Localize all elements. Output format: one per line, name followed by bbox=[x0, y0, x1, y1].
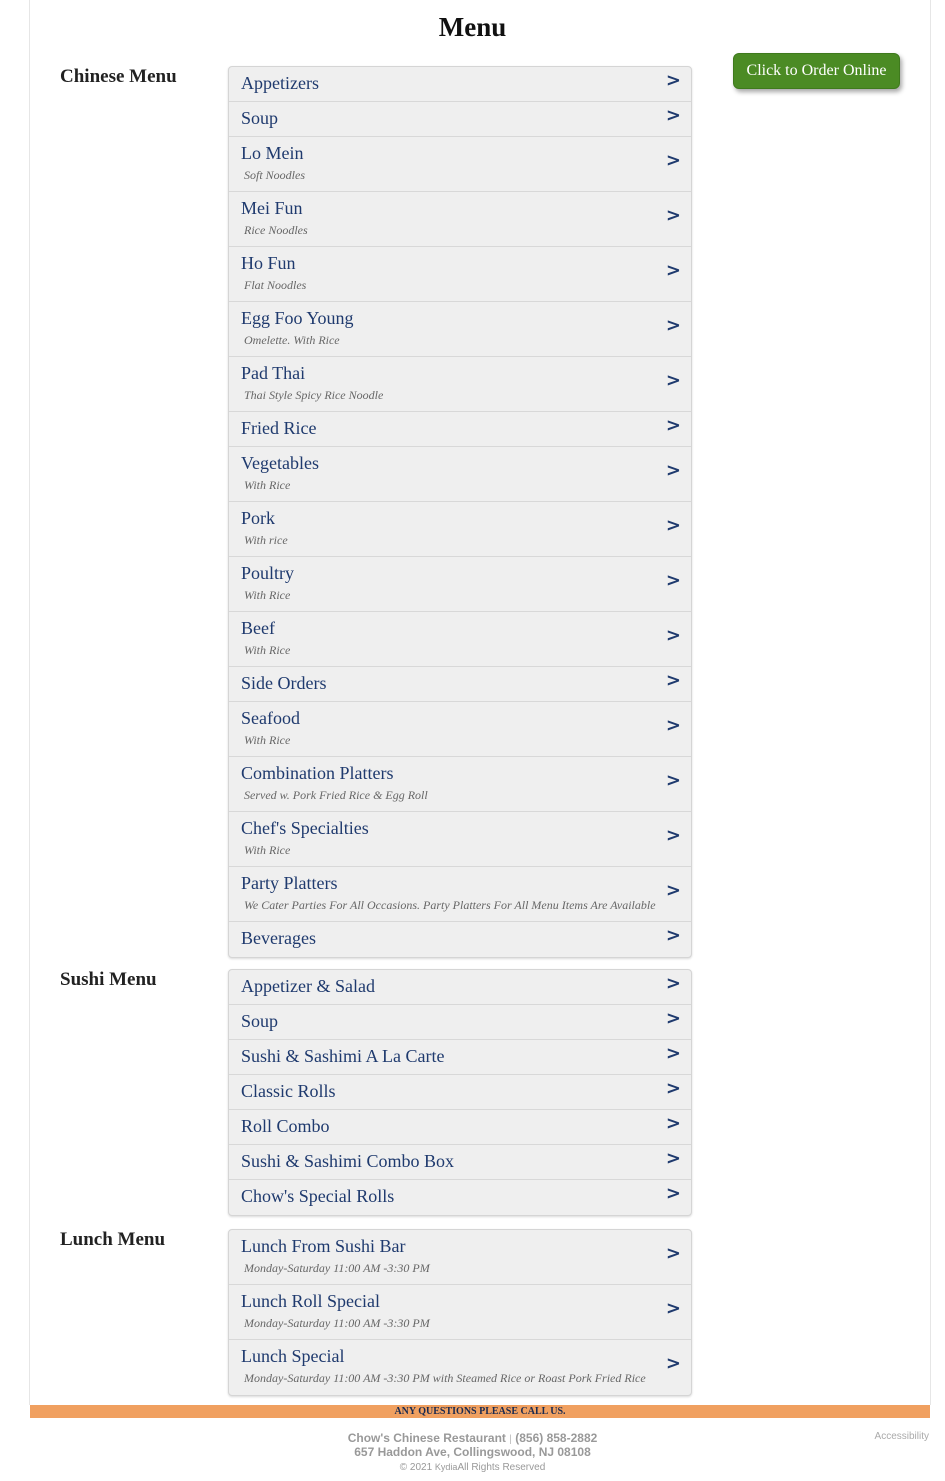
footer-copyright bbox=[0, 1462, 945, 1473]
menu-category-item[interactable] bbox=[229, 1145, 691, 1180]
menu-category-item[interactable] bbox=[229, 1285, 691, 1340]
menu-category-item[interactable] bbox=[229, 412, 691, 447]
chevron-right-icon: > bbox=[665, 1113, 681, 1134]
category-name: Pad Thai bbox=[241, 363, 306, 383]
menu-category-list bbox=[228, 969, 692, 1216]
category-name: Beef bbox=[241, 618, 275, 638]
menu-category-item[interactable] bbox=[229, 192, 691, 247]
menu-category-item[interactable] bbox=[229, 757, 691, 812]
copyright-text: © 2021 bbox=[399, 1462, 433, 1473]
menu-category-item[interactable] bbox=[229, 1340, 691, 1395]
chevron-right-icon: > bbox=[665, 1298, 681, 1319]
chevron-right-icon: > bbox=[665, 1148, 681, 1169]
category-description: Flat Noodles bbox=[244, 278, 307, 292]
menu-category-item[interactable] bbox=[229, 1075, 691, 1110]
category-name: Poultry bbox=[241, 563, 295, 583]
category-name: Beverages bbox=[241, 928, 316, 948]
category-description: Monday-Saturday 11:00 AM -3:30 PM with Steamed Rice or Roast Pork Fried Rice bbox=[244, 1371, 646, 1385]
category-description: Soft Noodles bbox=[244, 168, 306, 182]
category-description: Omelette. With Rice bbox=[244, 333, 340, 347]
chevron-right-icon: > bbox=[665, 1043, 681, 1064]
rights-text: All Rights Reserved bbox=[457, 1462, 546, 1473]
menu-category-item[interactable] bbox=[229, 67, 691, 102]
menu-category-item[interactable] bbox=[229, 922, 691, 957]
kydia-link[interactable]: Kydia bbox=[434, 1462, 458, 1472]
menu-category-item[interactable] bbox=[229, 357, 691, 412]
category-description: With Rice bbox=[244, 588, 291, 602]
menu-category-item[interactable] bbox=[229, 302, 691, 357]
chevron-right-icon: > bbox=[665, 260, 681, 281]
chevron-right-icon: > bbox=[665, 973, 681, 994]
chevron-right-icon: > bbox=[665, 105, 681, 126]
chevron-right-icon: > bbox=[665, 205, 681, 226]
footer-separator: | bbox=[509, 1434, 512, 1445]
menu-category-item[interactable] bbox=[229, 137, 691, 192]
chevron-right-icon: > bbox=[665, 770, 681, 791]
category-name: Lunch From Sushi Bar bbox=[241, 1236, 406, 1256]
questions-banner: ANY QUESTIONS PLEASE CALL US. bbox=[30, 1405, 930, 1418]
category-name: Party Platters bbox=[241, 873, 338, 893]
category-description: With rice bbox=[244, 533, 288, 547]
chevron-right-icon: > bbox=[665, 570, 681, 591]
menu-category-list bbox=[228, 66, 692, 958]
category-description: Monday-Saturday 11:00 AM -3:30 PM bbox=[244, 1316, 430, 1330]
category-name: Combination Platters bbox=[241, 763, 394, 783]
chevron-right-icon: > bbox=[665, 150, 681, 171]
menu-category-item[interactable] bbox=[229, 102, 691, 137]
category-name: Egg Foo Young bbox=[241, 308, 354, 328]
menu-category-item[interactable] bbox=[229, 247, 691, 302]
category-description: We Cater Parties For All Occasions. Party Platters For All Menu Items Are Available bbox=[244, 898, 656, 912]
category-name: Sushi & Sashimi Combo Box bbox=[241, 1151, 455, 1171]
category-description: Rice Noodles bbox=[244, 223, 308, 237]
menu-category-item[interactable] bbox=[229, 970, 691, 1005]
chevron-right-icon: > bbox=[665, 670, 681, 691]
footer-contact bbox=[0, 1431, 945, 1445]
menu-category-item[interactable] bbox=[229, 447, 691, 502]
chevron-right-icon: > bbox=[665, 925, 681, 946]
category-name: Lunch Special bbox=[241, 1346, 345, 1366]
chevron-right-icon: > bbox=[665, 1353, 681, 1374]
order-online-button[interactable]: Click to Order Online bbox=[733, 53, 900, 89]
menu-category-item[interactable] bbox=[229, 502, 691, 557]
menu-category-item[interactable] bbox=[229, 1180, 691, 1215]
menu-category-item[interactable] bbox=[229, 667, 691, 702]
category-name: Ho Fun bbox=[241, 253, 296, 273]
menu-category-list bbox=[228, 1229, 692, 1396]
chevron-right-icon: > bbox=[665, 70, 681, 91]
category-description: With Rice bbox=[244, 733, 291, 747]
footer-address: 657 Haddon Ave, Collingswood, NJ 08108 bbox=[354, 1445, 591, 1459]
section-title: Lunch Menu bbox=[60, 1229, 166, 1250]
chevron-right-icon: > bbox=[665, 415, 681, 436]
accessibility-link[interactable]: Accessibility bbox=[874, 1431, 929, 1442]
chevron-right-icon: > bbox=[665, 625, 681, 646]
page-title: Menu bbox=[438, 12, 507, 42]
chevron-right-icon: > bbox=[665, 715, 681, 736]
category-name: Lo Mein bbox=[241, 143, 304, 163]
menu-category-item[interactable] bbox=[229, 812, 691, 867]
menu-category-item[interactable] bbox=[229, 1005, 691, 1040]
category-description: With Rice bbox=[244, 643, 291, 657]
category-name: Fried Rice bbox=[241, 418, 317, 438]
category-description: Thai Style Spicy Rice Noodle bbox=[244, 388, 384, 402]
category-name: Roll Combo bbox=[241, 1116, 330, 1136]
category-name: Sushi & Sashimi A La Carte bbox=[241, 1046, 445, 1066]
category-name: Chow's Special Rolls bbox=[241, 1186, 395, 1206]
chevron-right-icon: > bbox=[665, 825, 681, 846]
section-title: Chinese Menu bbox=[60, 66, 177, 87]
category-name: Appetizers bbox=[241, 73, 319, 93]
menu-category-item[interactable] bbox=[229, 612, 691, 667]
section-title: Sushi Menu bbox=[60, 969, 157, 990]
chevron-right-icon: > bbox=[665, 1183, 681, 1204]
category-name: Mei Fun bbox=[241, 198, 303, 218]
category-name: Chef's Specialties bbox=[241, 818, 369, 838]
menu-category-item[interactable] bbox=[229, 1040, 691, 1075]
category-name: Pork bbox=[241, 508, 276, 528]
menu-category-item[interactable] bbox=[229, 1110, 691, 1145]
category-name: Side Orders bbox=[241, 673, 327, 693]
chevron-right-icon: > bbox=[665, 315, 681, 336]
category-description: Served w. Pork Fried Rice & Egg Roll bbox=[244, 788, 428, 802]
category-description: With Rice bbox=[244, 478, 291, 492]
chevron-right-icon: > bbox=[665, 1243, 681, 1264]
chevron-right-icon: > bbox=[665, 880, 681, 901]
phone-link[interactable]: (856) 858-2882 bbox=[515, 1431, 598, 1445]
restaurant-name: Chow's Chinese Restaurant bbox=[347, 1431, 506, 1445]
menu-category-item[interactable] bbox=[229, 867, 691, 922]
category-name: Lunch Roll Special bbox=[241, 1291, 380, 1311]
category-name: Vegetables bbox=[241, 453, 319, 473]
chevron-right-icon: > bbox=[665, 1078, 681, 1099]
chevron-right-icon: > bbox=[665, 460, 681, 481]
category-name: Appetizer & Salad bbox=[241, 976, 375, 996]
category-name: Classic Rolls bbox=[241, 1081, 336, 1101]
category-name: Seafood bbox=[241, 708, 300, 728]
chevron-right-icon: > bbox=[665, 515, 681, 536]
category-description: With Rice bbox=[244, 843, 291, 857]
menu-category-item[interactable] bbox=[229, 1230, 691, 1285]
category-name: Soup bbox=[241, 108, 279, 128]
menu-category-item[interactable] bbox=[229, 557, 691, 612]
menu-category-item[interactable] bbox=[229, 702, 691, 757]
category-name: Soup bbox=[241, 1011, 279, 1031]
chevron-right-icon: > bbox=[665, 370, 681, 391]
chevron-right-icon: > bbox=[665, 1008, 681, 1029]
category-description: Monday-Saturday 11:00 AM -3:30 PM bbox=[244, 1261, 430, 1275]
